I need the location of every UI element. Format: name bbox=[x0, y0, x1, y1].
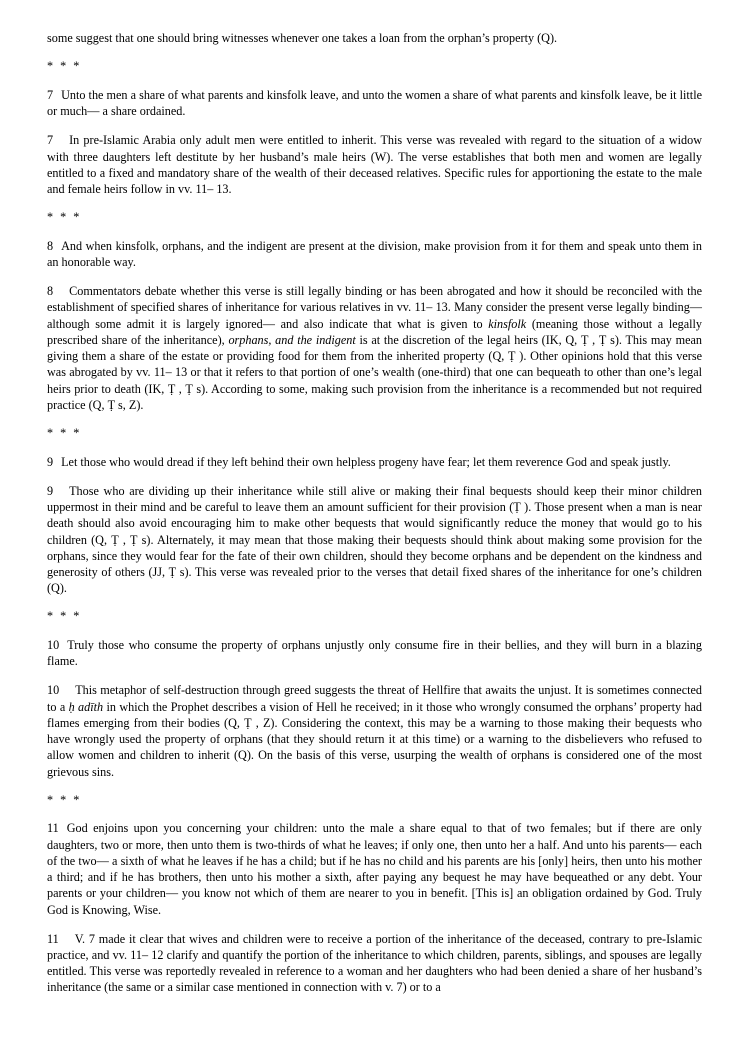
verse-8 bbox=[47, 238, 702, 270]
spacer bbox=[47, 270, 702, 283]
spacer bbox=[47, 624, 702, 637]
spacer bbox=[47, 441, 702, 454]
section-separator-3: * * * bbox=[47, 426, 82, 440]
paragraph-text: some suggest that one should bring witnesses whenever one takes a loan from the orphan’s property (Q). bbox=[47, 31, 558, 45]
spacer bbox=[47, 669, 702, 682]
spacer bbox=[47, 74, 702, 87]
section-separator-4: * * * bbox=[47, 609, 82, 624]
verse-10 bbox=[47, 637, 702, 669]
spacer bbox=[47, 225, 702, 238]
commentary-9 bbox=[47, 483, 702, 597]
commentary-text: This metaphor of self-destruction through greed suggests the threat of Hellfire that awaits the unjust. It is sometimes connected to a ḥ adīth in which the Prophet describes a vision of Hell he received; in it those who wrongly consumed the orphans’ property had flames emerging from their bodies (Q, Ṭ , Z). Considering the context, this may be a warning to those making their bequests who have wrongly used the property of orphans (that they should return it at this time) or a warning to the disbelievers who refused to allow women and children to inherit (Q). On the basis of this verse, usurping the wealth of orphans is considered one of the most grievous sins. bbox=[47, 683, 703, 779]
section-separator-2: * * * bbox=[47, 210, 82, 225]
commentary-8 bbox=[47, 283, 702, 413]
spacer bbox=[47, 470, 702, 483]
commentary-10 bbox=[47, 682, 702, 779]
verse-text: Let those who would dread if they left behind their own helpless progeny have fear; let them reverence God and speak justly. bbox=[61, 454, 671, 469]
commentary-text: Commentators debate whether this verse is still legally binding or has been abrogated and how it should be reconciled with the establishment of specified shares of inheritance for various relatives in vv. 11– 13. Many consider the present verse legally binding— although some admit it is largely ignored— and also indicate that what is given to kinsfolk (meaning those without a legally prescribed share of the inheritance), orphans, and the indigent is at the discretion of the legal heirs (IK, Q, Ṭ , Ṭ s). This may mean giving them a share of the estate or providing food for them from the inherited property (Q, Ṭ ). Other opinions hold that this verse was abrogated by vv. 11– 13 or that it refers to that portion of one’s wealth (one-third) that one can bequeath to other than one’s legal heirs prior to death (IK, Ṭ , Ṭ s). According to some, making such provision from the inheritance is a recommended but not required practice (Q, Ṭ s, Z). bbox=[47, 284, 702, 412]
section-separator-1: * * * bbox=[47, 59, 82, 74]
commentary-text: V. 7 made it clear that wives and children were to receive a portion of the inheritance of the deceased, contrary to pre-Islamic practice, and vv. 11– 12 clarify and quantify the portion of the inheritance to which children, parents, siblings, and spouses are legally entitled. This verse was reportedly revealed in reference to a woman and her daughters who had been denied a share of her husband’s inheritance (the same or a similar case mentioned in connection with v. 7) or to a bbox=[47, 931, 702, 995]
commentary-text: Those who are dividing up their inheritance while still alive or making their final bequests should keep their minor children uppermost in their mind and be careful to leave them an amount sufficient for their provision (Ṭ ). Those present when a man is near death should also avoid encouraging him to make other bequests that would significantly reduce the money that would go to his children (Q, Ṭ , Ṭ s). Alternately, it may mean that those making their bequests should think about making some provision for the orphans, since they would fear for the fate of their own children, should they become orphans and be dependent on the kindness and generosity of others (JJ, Ṭ s). This verse was revealed prior to the verses that detail fixed shares of the inheritance for one’s children (Q). bbox=[47, 483, 702, 596]
verse-number: 9 bbox=[47, 454, 54, 469]
verse-text: God enjoins upon you concerning your children: unto the male a share equal to that of two females; but if there are only daughters, two or more, then unto them is two-thirds of what he leaves; if only one, then unto her a half. And unto his parents— each of the two— a sixth of what he leaves if he has a child; but if he has no child and his parents are his [only] heirs, then unto his mother a third; and if he has brothers, then unto his mother a sixth, after paying any bequest he may have bequeathed or any debt. Your parents or your children— you know not which of them are nearer to you in benefit. [This is] an obligation ordained by God. Truly God is Knowing, Wise. bbox=[47, 821, 702, 917]
verse-number: 10 bbox=[47, 638, 60, 653]
verse-9 bbox=[47, 454, 702, 470]
verse-text: Truly those who consume the property of orphans unjustly only consume fire in their bellies, and they will burn in a blazing flame. bbox=[47, 638, 702, 669]
commentary-7 bbox=[47, 132, 702, 197]
paragraph-intro bbox=[47, 30, 702, 46]
spacer bbox=[47, 596, 702, 609]
commentary-number: 11 bbox=[47, 931, 59, 946]
spacer bbox=[47, 197, 702, 210]
commentary-number: 8 bbox=[47, 284, 54, 299]
verse-number: 8 bbox=[47, 238, 54, 253]
spacer bbox=[47, 119, 702, 132]
commentary-11 bbox=[47, 931, 702, 996]
spacer bbox=[47, 807, 702, 820]
spacer bbox=[47, 780, 702, 793]
verse-text: And when kinsfolk, orphans, and the indigent are present at the division, make provision from it for them and speak unto them in an honorable way. bbox=[47, 238, 702, 270]
document-body bbox=[47, 30, 702, 996]
verse-11 bbox=[47, 820, 702, 917]
spacer bbox=[47, 413, 702, 426]
verse-7 bbox=[47, 87, 702, 119]
commentary-number: 9 bbox=[47, 483, 54, 498]
verse-text: Unto the men a share of what parents and kinsfolk leave, and unto the women a share of what parents and kinsfolk leave, be it little or much— a share ordained. bbox=[47, 87, 702, 119]
commentary-text: In pre-Islamic Arabia only adult men were entitled to inherit. This verse was revealed with regard to the situation of a widow with three daughters left destitute by her husband’s male heirs (W). The verse establishes that both men and women are legally entitled to a fixed and mandatory share of the wealth of their deceased relatives. Specific rules for apportioning the estate to the male and female heirs follow in vv. 11– 13. bbox=[47, 133, 702, 196]
commentary-number: 7 bbox=[47, 133, 54, 148]
spacer bbox=[47, 918, 702, 931]
section-separator-5: * * * bbox=[47, 792, 82, 807]
spacer bbox=[47, 46, 702, 59]
commentary-number: 10 bbox=[47, 683, 60, 698]
verse-number: 11 bbox=[47, 821, 59, 836]
verse-number: 7 bbox=[47, 87, 54, 102]
